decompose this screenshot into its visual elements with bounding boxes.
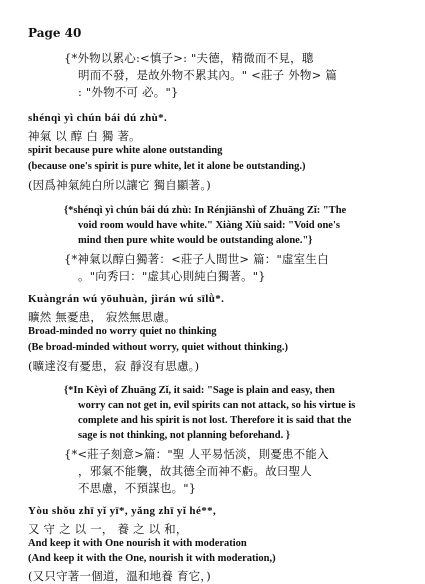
pinyin-line: Kuàngrán wú yōuhuàn, jìrán wú sīlǜ*. (28, 293, 225, 305)
translation-en-line: (Be broad-minded without worry, quiet without thinking.) (28, 342, 289, 353)
chinese-line: 曠然 無憂患， 寂然無思慮。 (28, 310, 177, 324)
gloss-line: And keep it with One nourish it with moderation (28, 538, 247, 549)
note-en-line: {*shénqì yì chún bái dú zhù: In Rénjiānshì of Zhuāng Zǐ: "The (64, 205, 347, 216)
note-en-line: complete and his spirit is not lost. Therefore it is said that the (78, 415, 352, 426)
pinyin-line: Yòu shǒu zhī yǐ yī*, yǎng zhī yǐ hé**, (28, 505, 217, 517)
note-en-line: worry can not get in, evil spirits can not attack, so his virtue is (78, 400, 356, 411)
translation-en-line: (And keep it with the One, nourish it with moderation,) (28, 553, 276, 564)
note-cn-line: 不思慮，不預謀也。"} (78, 481, 197, 495)
note-cn-line: : "外物不可 必。"} (78, 85, 179, 99)
gloss-line: spirit because pure white alone outstanding (28, 145, 223, 156)
note-cn-line: 明而不發，是故外物不累其內。" <莊子 外物> 篇 (78, 68, 338, 82)
translation-cn-line: (又只守著一個道，溫和地養 育它，) (28, 569, 211, 583)
note-cn-line: 。"向秀曰："虛其心則純白獨著。"} (78, 269, 266, 283)
note-cn-line: {*外物以累心:<慎子>: "夫德，精微而不見，聰 (64, 51, 314, 65)
note-cn-line: {*神氣以醇白獨著：<莊子人間世> 篇："虛室生白 (64, 252, 329, 266)
note-en-line: void room would have white." Xiàng Xiù said: "Void one's (78, 220, 340, 231)
pinyin-line: shénqì yì chún bái dú zhù*. (28, 112, 168, 124)
translation-cn-line: (曠達沒有憂患，寂 靜沒有思慮。) (28, 359, 200, 373)
gloss-line: Broad-minded no worry quiet no thinking (28, 326, 217, 337)
note-en-line: sage is not thinking, not planning beforehand. } (78, 430, 290, 441)
chinese-line: 又 守 之 以 一， 養 之 以 和， (28, 522, 188, 536)
translation-en-line: (because one's spirit is pure white, let it alone be outstanding.) (28, 161, 306, 172)
page-number: Page 40 (28, 26, 82, 40)
note-cn-line: ，邪氣不能襲，故其德全而神不虧。故曰聖人 (78, 464, 312, 478)
translation-cn-line: (因爲神氣純白所以讓它 獨自顯著。) (28, 178, 211, 192)
chinese-line: 神氣 以 醇 白 獨 著。 (28, 129, 141, 143)
note-en-line: {*In Kèyì of Zhuāng Zǐ, it said: "Sage is plain and easy, then (64, 385, 335, 396)
note-cn-line: {*<莊子刻意>篇："聖 人平易恬淡，則憂患不能入 (64, 447, 329, 461)
note-en-line: mind then pure white would be outstanding alone."} (78, 235, 313, 246)
